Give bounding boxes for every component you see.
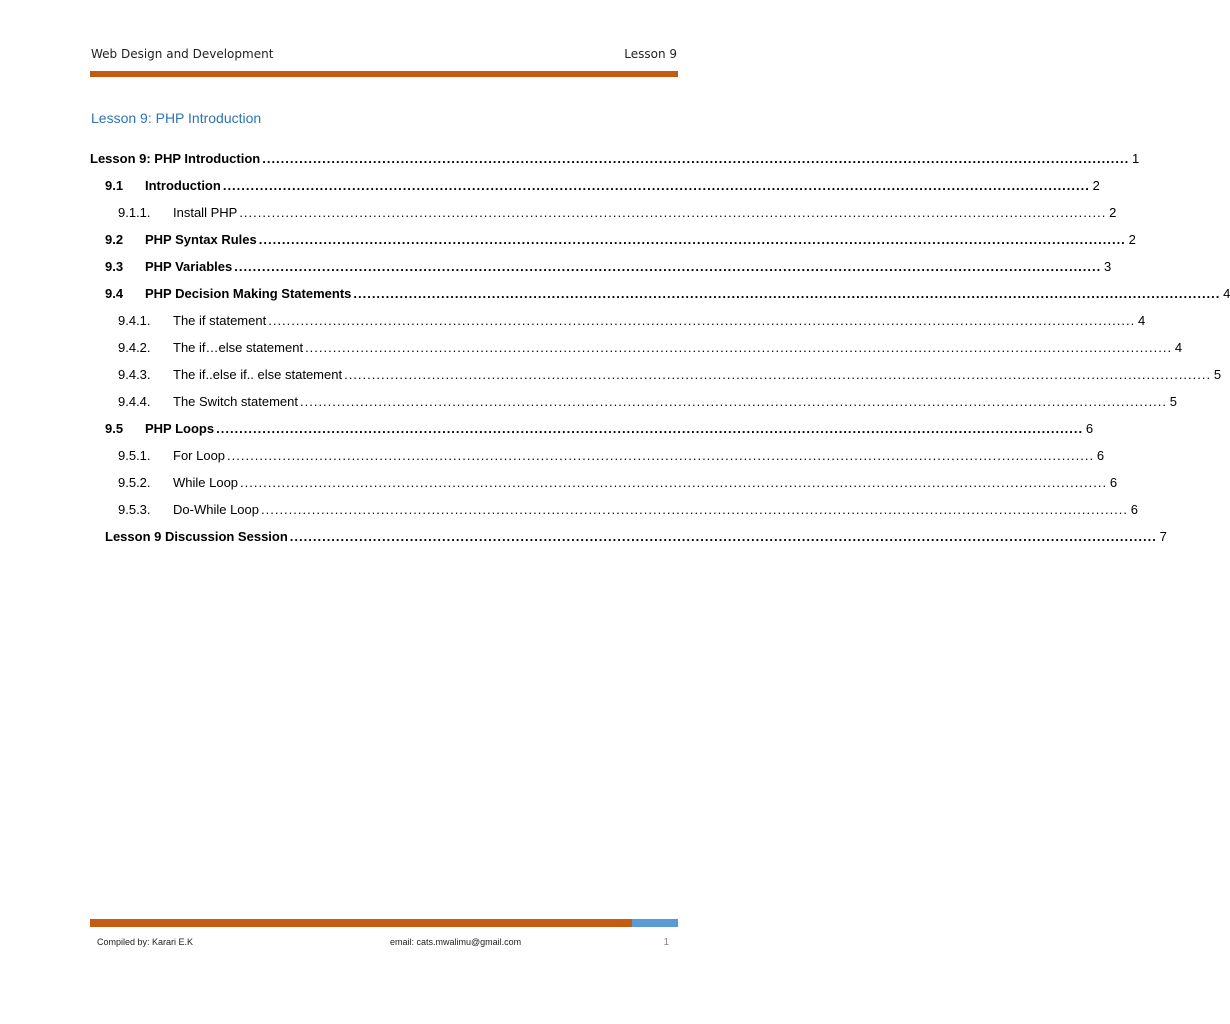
toc-entry-number: 9.5.2. bbox=[118, 475, 151, 490]
toc-entry-number: 9.3 bbox=[105, 259, 124, 274]
lesson-heading: Lesson 9: PHP Introduction bbox=[91, 110, 262, 126]
toc-entry-9-5-1[interactable] bbox=[90, 447, 1105, 474]
footer-page-number: 1 bbox=[663, 937, 669, 948]
toc-leader: ............................................................................................................................................................................................ bbox=[305, 340, 1173, 355]
toc-leader: ............................................................................................................................................................................................ bbox=[240, 475, 1108, 490]
toc-entry-number: 9.5 bbox=[105, 421, 124, 436]
toc-entry-label: While Loop bbox=[173, 475, 239, 490]
toc-leader: ............................................................................................................................................................................................ bbox=[216, 421, 1084, 436]
toc-leader: ............................................................................................................................................................................................ bbox=[262, 151, 1130, 166]
toc-entry-label: PHP Decision Making Statements bbox=[145, 286, 352, 301]
toc-entry-page: 4 bbox=[1138, 313, 1146, 328]
toc-entry-label: Introduction bbox=[145, 178, 221, 193]
footer-divider-blue bbox=[632, 919, 678, 927]
toc-entry-9-3[interactable] bbox=[90, 258, 1112, 285]
toc-entry-label: The Switch statement bbox=[173, 394, 298, 409]
toc-entry-label: Lesson 9: PHP Introduction bbox=[90, 151, 261, 166]
toc-entry-label: PHP Variables bbox=[145, 259, 233, 274]
toc-entry-page: 3 bbox=[1104, 259, 1112, 274]
toc-entry-page: 6 bbox=[1109, 475, 1118, 490]
toc-entry-page: 2 bbox=[1109, 205, 1117, 220]
toc-leader: ............................................................................................................................................................................................ bbox=[222, 178, 1090, 193]
table-of-contents bbox=[90, 150, 1230, 555]
footer-email: email: cats.mwalimu@gmail.com bbox=[390, 937, 522, 947]
toc-entry-9-4-1[interactable] bbox=[90, 312, 1146, 339]
header-divider bbox=[90, 71, 678, 77]
toc-leader: ............................................................................................................................................................................................ bbox=[261, 502, 1129, 517]
toc-leader: ............................................................................................................................................................................................ bbox=[258, 232, 1126, 247]
toc-leader: ............................................................................................................................................................................................ bbox=[344, 367, 1212, 382]
toc-entry-label: For Loop bbox=[173, 448, 226, 463]
toc-entry-number: 9.5.1. bbox=[118, 448, 151, 463]
toc-leader: ............................................................................................................................................................................................ bbox=[227, 448, 1095, 463]
toc-entry-page: 2 bbox=[1128, 232, 1136, 247]
toc-entry-9-5-3[interactable] bbox=[90, 501, 1139, 528]
toc-entry-page: 6 bbox=[1130, 502, 1139, 517]
toc-entry-page: 5 bbox=[1169, 394, 1178, 409]
toc-entry-9-2[interactable] bbox=[90, 231, 1136, 258]
toc-entry-lesson-title[interactable] bbox=[90, 150, 1140, 177]
toc-entry-number: 9.4.3. bbox=[118, 367, 151, 382]
toc-leader: ............................................................................................................................................................................................ bbox=[234, 259, 1102, 274]
footer-divider-orange bbox=[90, 919, 632, 927]
toc-leader: ............................................................................................................................................................................................ bbox=[268, 313, 1136, 328]
toc-entry-label: The if..else if.. else statement bbox=[173, 367, 343, 382]
toc-entry-9-4[interactable] bbox=[90, 285, 1230, 312]
toc-entry-number: 9.2 bbox=[105, 232, 124, 247]
header-lesson-label: Lesson 9 bbox=[624, 47, 677, 61]
toc-entry-number: 9.1.1. bbox=[118, 205, 151, 220]
toc-entry-label: The if…else statement bbox=[173, 340, 304, 355]
toc-entry-9-1[interactable] bbox=[90, 177, 1100, 204]
toc-entry-page: 4 bbox=[1174, 340, 1183, 355]
toc-entry-number: 9.4.4. bbox=[118, 394, 151, 409]
toc-entry-number: 9.5.3. bbox=[118, 502, 151, 517]
toc-leader: ............................................................................................................................................................................................ bbox=[239, 205, 1107, 220]
toc-entry-page: 4 bbox=[1223, 286, 1230, 301]
toc-entry-9-4-3[interactable] bbox=[90, 366, 1222, 393]
toc-entry-number: 9.1 bbox=[105, 178, 124, 193]
footer-compiled-by: Compiled by: Karari E.K bbox=[97, 937, 194, 947]
toc-entry-number: 9.4 bbox=[105, 286, 124, 301]
toc-entry-number: 9.4.2. bbox=[118, 340, 151, 355]
toc-entry-number: 9.4.1. bbox=[118, 313, 151, 328]
toc-entry-discussion-session[interactable] bbox=[90, 528, 1167, 555]
toc-entry-label: Lesson 9 Discussion Session bbox=[105, 529, 288, 544]
toc-entry-page: 6 bbox=[1096, 448, 1105, 463]
toc-entry-page: 2 bbox=[1092, 178, 1100, 193]
toc-entry-label: PHP Syntax Rules bbox=[145, 232, 257, 247]
toc-entry-page: 7 bbox=[1159, 529, 1167, 544]
header-document-title: Web Design and Development bbox=[91, 47, 274, 61]
toc-entry-page: 5 bbox=[1213, 367, 1222, 382]
toc-entry-label: The if statement bbox=[173, 313, 267, 328]
toc-leader: ............................................................................................................................................................................................ bbox=[353, 286, 1221, 301]
toc-entry-label: Do-While Loop bbox=[173, 502, 259, 517]
toc-entry-9-4-4[interactable] bbox=[90, 393, 1178, 420]
toc-entry-page: 6 bbox=[1085, 421, 1094, 436]
toc-entry-9-5[interactable] bbox=[90, 420, 1094, 447]
toc-entry-9-5-2[interactable] bbox=[90, 474, 1118, 501]
toc-entry-label: Install PHP bbox=[173, 205, 238, 220]
toc-entry-9-1-1[interactable] bbox=[90, 204, 1117, 231]
toc-entry-page: 1 bbox=[1132, 151, 1140, 166]
toc-entry-label: PHP Loops bbox=[145, 421, 215, 436]
toc-entry-9-4-2[interactable] bbox=[90, 339, 1183, 366]
toc-leader: ............................................................................................................................................................................................ bbox=[300, 394, 1168, 409]
toc-leader: ............................................................................................................................................................................................ bbox=[289, 529, 1157, 544]
